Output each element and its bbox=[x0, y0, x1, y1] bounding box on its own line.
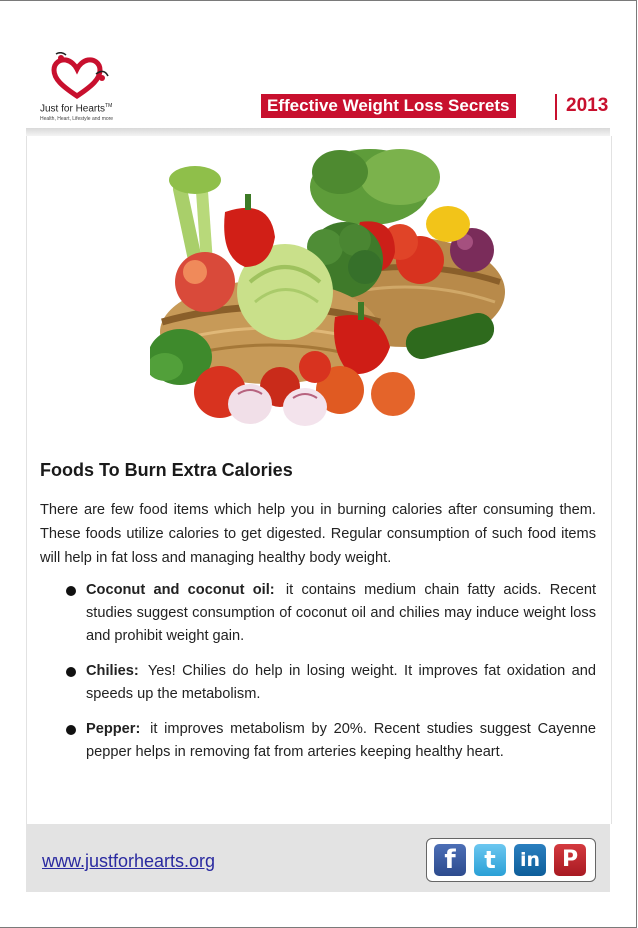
bullet-term: Chilies: bbox=[86, 663, 139, 679]
pinterest-icon[interactable]: P bbox=[554, 844, 586, 876]
social-icons-group bbox=[426, 838, 596, 882]
page-title: Effective Weight Loss Secrets bbox=[261, 94, 516, 118]
bullet-text: it improves metabolism by 20%. Recent studies suggest Cayenne pepper helps in removing fat from arteries keeping healthy heart. bbox=[86, 721, 596, 760]
brand-name: Just for Hearts™ bbox=[40, 103, 113, 115]
intro-paragraph: There are few food items which help you in burning calories after consuming them. These foods utilize calories to get digested. Regular consumption of such food items will help in fat loss and managing healthy body weight. bbox=[40, 502, 596, 566]
bullet-term: Coconut and coconut oil: bbox=[86, 582, 275, 598]
bullet-icon bbox=[66, 725, 76, 735]
title-divider bbox=[555, 94, 557, 120]
bullet-term: Pepper: bbox=[86, 721, 141, 737]
bullet-text: Yes! Chilies do help in losing weight. It improves fat oxidation and speeds up the metabolism. bbox=[86, 663, 596, 702]
facebook-icon[interactable]: f bbox=[434, 844, 466, 876]
header-rule bbox=[26, 128, 610, 136]
section-heading: Foods To Burn Extra Calories bbox=[40, 460, 293, 480]
heart-logo-icon bbox=[44, 52, 110, 100]
bullet-icon bbox=[66, 667, 76, 677]
website-link[interactable]: www.justforhearts.org bbox=[42, 851, 216, 871]
twitter-icon[interactable]: t bbox=[474, 844, 506, 876]
bullet-list bbox=[66, 579, 596, 776]
vegetable-basket-image bbox=[150, 142, 510, 432]
brand-tagline: Health, Heart, Lifestyle and more bbox=[40, 116, 114, 122]
list-item bbox=[66, 579, 596, 648]
trademark-mark: TM bbox=[105, 103, 113, 109]
bullet-text: it contains medium chain fatty acids. Recent studies suggest consumption of coconut oil and chilies may induce weight loss and prohibit weight gain. bbox=[86, 582, 596, 644]
bullet-icon bbox=[66, 586, 76, 596]
list-item bbox=[66, 718, 596, 764]
linkedin-icon[interactable]: in bbox=[514, 844, 546, 876]
list-item bbox=[66, 660, 596, 706]
page-year: 2013 bbox=[566, 95, 609, 116]
